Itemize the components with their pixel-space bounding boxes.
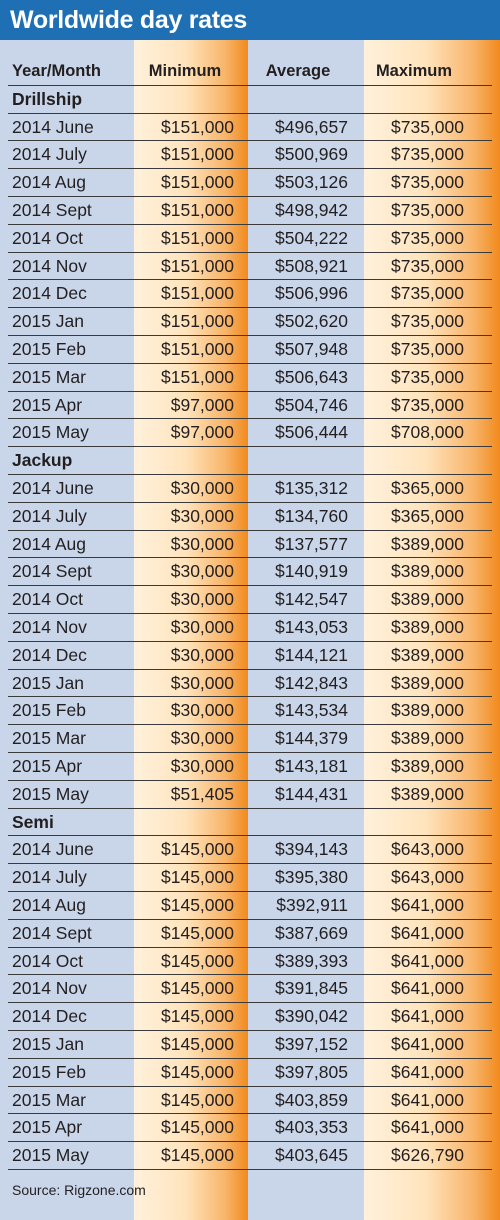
year-month-cell: 2014 June (12, 116, 94, 137)
maximum-cell: $735,000 (391, 200, 464, 220)
year-month-cell: 2015 Apr (12, 1117, 83, 1138)
table-row (8, 141, 492, 169)
maximum-cell: $735,000 (391, 311, 464, 332)
average-cell: $134,760 (275, 505, 348, 526)
table-row (8, 892, 492, 920)
average-cell: $143,181 (275, 756, 348, 776)
maximum-cell: $641,000 (391, 1061, 464, 1082)
year-month-cell: 2014 Sept (12, 200, 92, 220)
table-row (8, 253, 492, 281)
minimum-cell: $145,000 (161, 839, 234, 860)
minimum-cell: $30,000 (170, 589, 234, 610)
header-maximum: Maximum (375, 62, 453, 80)
average-cell: $142,843 (275, 672, 348, 693)
section-header-row (8, 809, 492, 837)
table-row (8, 475, 492, 503)
table-row (8, 364, 492, 392)
average-cell: $144,431 (275, 783, 348, 804)
maximum-cell: $735,000 (391, 144, 464, 165)
year-month-cell: 2014 Oct (12, 950, 84, 971)
average-cell: $500,969 (275, 144, 348, 165)
minimum-cell: $145,000 (161, 1034, 234, 1054)
year-month-cell: 2014 Sept (12, 561, 92, 582)
maximum-cell: $389,000 (391, 561, 464, 582)
year-month-cell: 2014 July (12, 505, 87, 526)
year-month-cell: 2015 May (12, 783, 89, 804)
minimum-cell: $151,000 (161, 200, 234, 220)
maximum-cell: $641,000 (391, 1006, 464, 1027)
maximum-cell: $641,000 (391, 895, 464, 915)
maximum-cell: $643,000 (391, 839, 464, 860)
year-month-cell: 2015 Mar (12, 728, 86, 749)
year-month-cell: 2014 Oct (12, 227, 84, 248)
table-row (8, 280, 492, 308)
average-cell: $390,042 (275, 1006, 348, 1027)
maximum-cell: $735,000 (391, 366, 464, 387)
average-cell: $394,143 (275, 839, 348, 860)
maximum-cell: $389,000 (391, 589, 464, 610)
year-month-cell: 2015 May (12, 422, 89, 443)
table-row (8, 197, 492, 225)
maximum-cell: $735,000 (391, 116, 464, 137)
average-cell: $502,620 (275, 311, 348, 332)
year-month-cell: 2015 Apr (12, 756, 83, 776)
average-cell: $403,859 (275, 1089, 348, 1110)
maximum-cell: $389,000 (391, 617, 464, 637)
maximum-cell: $641,000 (391, 1034, 464, 1054)
table-row (8, 864, 492, 892)
minimum-cell: $30,000 (170, 533, 234, 554)
maximum-cell: $389,000 (391, 783, 464, 804)
maximum-cell: $735,000 (391, 394, 464, 415)
maximum-cell: $643,000 (391, 867, 464, 888)
minimum-cell: $30,000 (170, 478, 234, 498)
average-cell: $506,643 (275, 366, 348, 387)
year-month-cell: 2014 July (12, 144, 87, 165)
year-month-cell: 2014 Dec (12, 283, 87, 304)
average-cell: $391,845 (275, 978, 348, 999)
minimum-cell: $151,000 (161, 311, 234, 332)
minimum-cell: $151,000 (161, 339, 234, 359)
minimum-cell: $30,000 (170, 644, 234, 665)
average-cell: $504,222 (275, 227, 348, 248)
maximum-cell: $389,000 (391, 672, 464, 693)
year-month-cell: 2015 Feb (12, 339, 86, 359)
maximum-cell: $641,000 (391, 978, 464, 999)
minimum-cell: $30,000 (170, 728, 234, 749)
minimum-cell: $145,000 (161, 1006, 234, 1027)
minimum-cell: $145,000 (161, 922, 234, 943)
average-cell: $142,547 (275, 589, 348, 610)
table-row (8, 1142, 492, 1170)
minimum-cell: $145,000 (161, 1117, 234, 1138)
year-month-cell: 2014 Aug (12, 172, 86, 193)
maximum-cell: $389,000 (391, 644, 464, 665)
table-row (8, 169, 492, 197)
section-header-row (8, 86, 492, 114)
table-row (8, 642, 492, 670)
average-cell: $506,996 (275, 283, 348, 304)
maximum-cell: $389,000 (391, 756, 464, 776)
table-row (8, 531, 492, 559)
average-cell: $389,393 (275, 950, 348, 971)
header-year-month: Year/Month (12, 62, 101, 80)
year-month-cell: 2015 May (12, 1145, 89, 1166)
maximum-cell: $735,000 (391, 255, 464, 276)
average-cell: $498,942 (275, 200, 348, 220)
maximum-cell: $735,000 (391, 172, 464, 193)
year-month-cell: 2014 Nov (12, 617, 87, 637)
year-month-cell: 2014 Sept (12, 922, 92, 943)
minimum-cell: $145,000 (161, 1145, 234, 1166)
table-row (8, 1059, 492, 1087)
average-cell: $135,312 (275, 478, 348, 498)
table-header-row (8, 58, 492, 86)
maximum-cell: $735,000 (391, 227, 464, 248)
minimum-cell: $151,000 (161, 366, 234, 387)
minimum-cell: $151,000 (161, 116, 234, 137)
average-cell: $508,921 (275, 255, 348, 276)
table-row (8, 725, 492, 753)
maximum-cell: $365,000 (391, 478, 464, 498)
table-row (8, 670, 492, 698)
header-minimum: Minimum (148, 62, 222, 80)
table-row (8, 1031, 492, 1059)
maximum-cell: $389,000 (391, 533, 464, 554)
year-month-cell: 2015 Apr (12, 394, 83, 415)
minimum-cell: $145,000 (161, 1061, 234, 1082)
average-cell: $143,053 (275, 617, 348, 637)
average-cell: $397,805 (275, 1061, 348, 1082)
year-month-cell: 2014 Aug (12, 895, 86, 915)
table-row (8, 503, 492, 531)
average-cell: $503,126 (275, 172, 348, 193)
table-row (8, 614, 492, 642)
maximum-cell: $389,000 (391, 728, 464, 749)
minimum-cell: $151,000 (161, 227, 234, 248)
table-row (8, 225, 492, 253)
maximum-cell: $641,000 (391, 950, 464, 971)
table-row (8, 558, 492, 586)
table-row (8, 586, 492, 614)
table-row (8, 336, 492, 364)
year-month-cell: 2014 Oct (12, 589, 84, 610)
section-title: Drillship (12, 88, 83, 109)
minimum-cell: $151,000 (161, 283, 234, 304)
year-month-cell: 2014 July (12, 867, 87, 888)
table-row (8, 920, 492, 948)
average-cell: $143,534 (275, 700, 348, 721)
year-month-cell: 2014 Dec (12, 1006, 87, 1027)
minimum-cell: $97,000 (170, 394, 234, 415)
minimum-cell: $145,000 (161, 1089, 234, 1110)
average-cell: $387,669 (275, 922, 348, 943)
minimum-cell: $30,000 (170, 672, 234, 693)
minimum-cell: $151,000 (161, 144, 234, 165)
minimum-cell: $151,000 (161, 255, 234, 276)
average-cell: $403,645 (275, 1145, 348, 1166)
minimum-cell: $145,000 (161, 950, 234, 971)
year-month-cell: 2014 Dec (12, 644, 87, 665)
table-row (8, 392, 492, 420)
average-cell: $392,911 (276, 895, 348, 915)
year-month-cell: 2015 Feb (12, 1061, 86, 1082)
minimum-cell: $145,000 (161, 867, 234, 888)
year-month-cell: 2014 Nov (12, 978, 87, 999)
average-cell: $504,746 (275, 394, 348, 415)
year-month-cell: 2014 Aug (12, 533, 86, 554)
year-month-cell: 2014 June (12, 839, 94, 860)
year-month-cell: 2015 Feb (12, 700, 86, 721)
section-title: Jackup (12, 450, 73, 471)
maximum-cell: $641,000 (391, 1089, 464, 1110)
table-row (8, 419, 492, 447)
section-header-row (8, 447, 492, 475)
average-cell: $137,577 (275, 533, 348, 554)
minimum-cell: $51,405 (170, 783, 234, 804)
average-cell: $144,121 (275, 644, 348, 665)
year-month-cell: 2015 Mar (12, 366, 86, 387)
average-cell: $140,919 (275, 561, 348, 582)
year-month-cell: 2015 Jan (12, 672, 85, 693)
year-month-cell: 2015 Jan (12, 311, 85, 332)
chart-title: Worldwide day rates (10, 6, 247, 34)
average-cell: $395,380 (275, 867, 348, 888)
year-month-cell: 2014 June (12, 478, 94, 498)
maximum-cell: $626,790 (391, 1145, 464, 1166)
header-average: Average (265, 62, 331, 80)
minimum-cell: $145,000 (161, 895, 234, 915)
maximum-cell: $365,000 (391, 505, 464, 526)
minimum-cell: $30,000 (170, 561, 234, 582)
maximum-cell: $641,000 (391, 1117, 464, 1138)
average-cell: $496,657 (275, 116, 348, 137)
table-row (8, 1114, 492, 1142)
minimum-cell: $30,000 (170, 617, 234, 637)
table-row (8, 308, 492, 336)
minimum-cell: $97,000 (170, 422, 234, 443)
table-row (8, 697, 492, 725)
maximum-cell: $708,000 (391, 422, 464, 443)
minimum-cell: $30,000 (170, 505, 234, 526)
minimum-cell: $30,000 (170, 756, 234, 776)
average-cell: $397,152 (275, 1034, 348, 1054)
maximum-cell: $735,000 (391, 283, 464, 304)
average-cell: $507,948 (275, 339, 348, 359)
table-row (8, 836, 492, 864)
table-row (8, 1087, 492, 1115)
average-cell: $144,379 (275, 728, 348, 749)
average-cell: $506,444 (275, 422, 348, 443)
table-row (8, 753, 492, 781)
table-row (8, 975, 492, 1003)
maximum-cell: $641,000 (391, 922, 464, 943)
year-month-cell: 2014 Nov (12, 255, 87, 276)
year-month-cell: 2015 Mar (12, 1089, 86, 1110)
minimum-cell: $151,000 (161, 172, 234, 193)
year-month-cell: 2015 Jan (12, 1034, 85, 1054)
maximum-cell: $389,000 (391, 700, 464, 721)
table-row (8, 948, 492, 976)
section-title: Semi (12, 811, 54, 832)
minimum-cell: $145,000 (161, 978, 234, 999)
source-note: Source: Rigzone.com (12, 1182, 146, 1198)
minimum-cell: $30,000 (170, 700, 234, 721)
table-row (8, 781, 492, 809)
table-row (8, 114, 492, 142)
average-cell: $403,353 (275, 1117, 348, 1138)
maximum-cell: $735,000 (391, 339, 464, 359)
table-row (8, 1003, 492, 1031)
